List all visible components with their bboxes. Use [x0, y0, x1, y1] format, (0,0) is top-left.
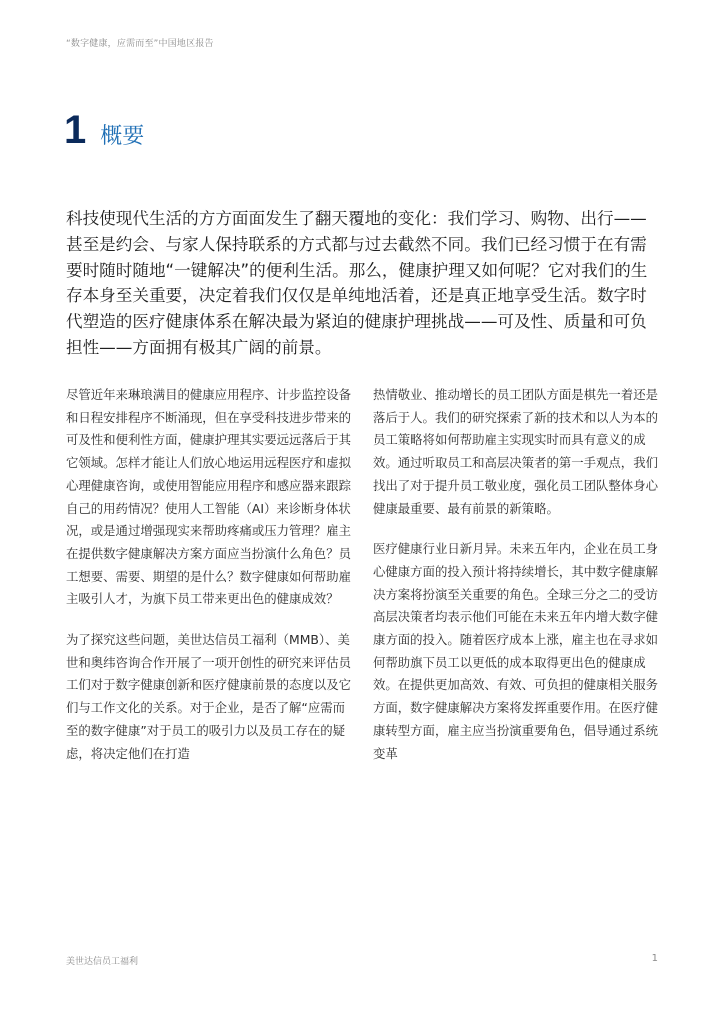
left-column [66, 384, 352, 783]
footer-company: 美世达信员工福利 [66, 957, 139, 967]
right-paragraph-2: 医疗健康行业日新月异。未来五年内，企业在员工身心健康方面的投入预计将持续增长，其中数字健康解决方案将扮演至关重要的角色。全球三分之二的受访高层决策者均表示他们可能在未来五年内增大数字健康方面的投入。随着医疗成本上涨，雇主也在寻求如何帮助旗下员工以更低的成本取得更出色的健康成效。在提供更加高效、有效、可负担的健康相关服务方面，数字健康解决方案将发挥重要作用。在医疗健康转型方面，雇主应当扮演重要角色，倡导通过系统变革 [373, 541, 658, 761]
right-paragraph-1: 热情敬业、推动增长的员工团队方面是棋先一着还是落后于人。我们的研究探索了新的技术和以人为本的员工策略将如何帮助雇主实现实时而具有意义的成效。通过听取员工和高层决策者的第一手观点，我们找出了对于提升员工敬业度，强化员工团队整体身心健康最重要、最有前景的新策略。 [373, 387, 658, 516]
page-number: 1 [651, 953, 658, 964]
intro-paragraph: 科技使现代生活的方方面面发生了翻天覆地的变化：我们学习、购物、出行——甚至是约会、与家人保持联系的方式都与过去截然不同。我们已经习惯于在有需要时随时随地“一键解决”的便利生活。那么，健康护理又如何呢？它对我们的生存本身至关重要，决定着我们仅仅是单纯地活着，还是真正地享受生活。数字时代塑造的医疗健康体系在解决最为紧迫的健康护理挑战——可及性、质量和可负担性——方面拥有极其广阔的前景。 [66, 209, 648, 357]
chapter-number: 1 [64, 108, 87, 152]
left-paragraph-2: 为了探究这些问题，美世达信员工福利（MMB）、美世和奥纬咨询合作开展了一项开创性的研究来评估员工们对于数字健康创新和医疗健康前景的态度以及它们与工作文化的关系。对于企业，是否了解“应需而至的数字健康”对于员工的吸引力以及员工存在的疑虑，将决定他们在打造 [66, 632, 351, 761]
chapter-heading [64, 110, 144, 150]
right-column [373, 384, 659, 783]
chapter-title: 概要 [100, 124, 145, 149]
left-paragraph-1: 尽管近年来琳琅满目的健康应用程序、计步监控设备和日程安排程序不断涌现，但在享受科技进步带来的可及性和便利性方面，健康护理其实要远远落后于其它领域。怎样才能让人们放心地运用远程医疗和虚拟心理健康咨询，或使用智能应用程序和感应器来跟踪自己的用药情况？使用人工智能（AI）来诊断身体状况，或是通过增强现实来帮助疼痛或压力管理？雇主在提供数字健康解决方案方面应当扮演什么角色？员工想要、需要、期望的是什么？数字健康如何帮助雇主吸引人才，为旗下员工带来更出色的健康成效？ [66, 387, 351, 607]
intro-section [66, 206, 662, 361]
report-header: “数字健康，应需而至”中国地区报告 [66, 39, 214, 49]
